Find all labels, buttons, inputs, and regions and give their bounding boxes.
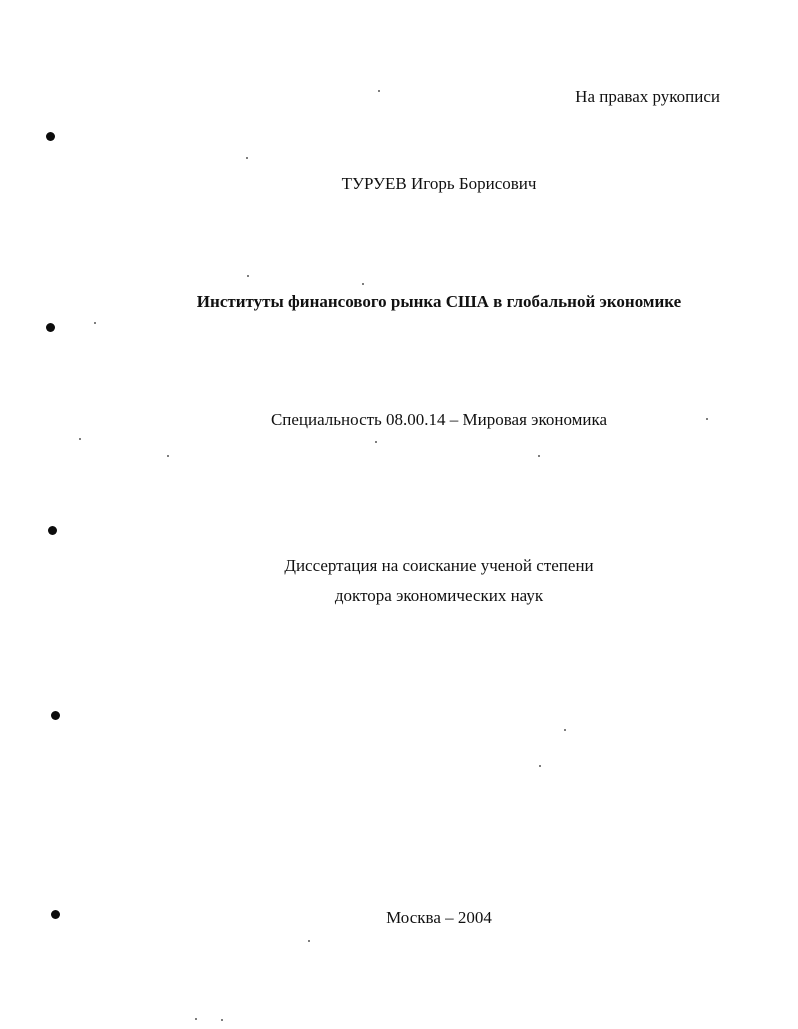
degree-line-2: доктора экономических наук [334,586,544,605]
scan-speck [564,729,566,731]
author-name: ТУРУЕВ Игорь Борисович [341,174,537,193]
scan-speck [221,1019,223,1021]
scan-speck [308,940,310,942]
punch-hole [51,711,60,720]
scan-speck [539,765,541,767]
scan-speck [706,418,708,420]
punch-hole [48,526,57,535]
punch-hole [46,132,55,141]
punch-hole [51,910,60,919]
place-year: Москва – 2004 [386,908,492,927]
scan-speck [362,283,364,285]
scan-speck [375,441,377,443]
punch-hole [46,323,55,332]
degree-line-1: Диссертация на соискание ученой степени [284,556,594,575]
scan-speck [378,90,380,92]
scan-speck [195,1018,197,1020]
scan-speck [247,275,249,277]
scan-speck [94,322,96,324]
scan-speck [79,438,81,440]
specialty-line: Специальность 08.00.14 – Мировая экономика [270,410,608,429]
scan-speck [538,455,540,457]
scan-speck [246,157,248,159]
dissertation-title: Институты финансового рынка США в глобальной экономике [196,292,682,311]
manuscript-rights-note: На правах рукописи [575,87,720,106]
scan-speck [167,455,169,457]
